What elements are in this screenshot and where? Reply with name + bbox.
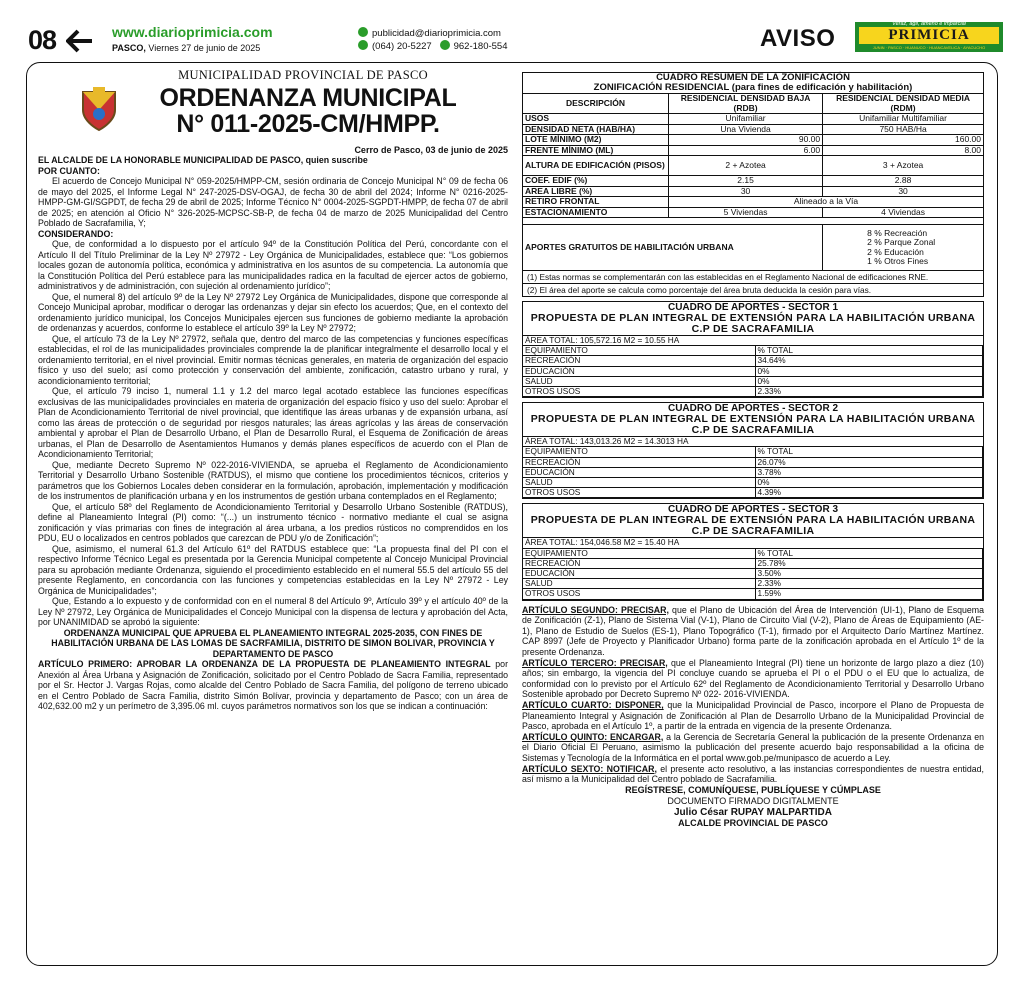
zoning-row-label: AREA LIBRE (%): [523, 186, 669, 197]
sector-row-label: OTROS USOS: [523, 589, 755, 599]
closing-formula: REGÍSTRESE, COMUNÍQUESE, PUBLÍQUESE Y CÚMPLASE: [625, 784, 881, 795]
contact-email[interactable]: publicidad@diarioprimicia.com: [372, 28, 501, 39]
sector-head-row: [523, 447, 983, 457]
sector-table: [522, 402, 984, 499]
zoning-row-label: DENSIDAD NETA (HAB/HA): [523, 124, 669, 135]
digital-signature-note: DOCUMENTO FIRMADO DIGITALMENTE: [667, 795, 839, 806]
sector-head-left: EQUIPAMIENTO: [523, 447, 755, 457]
sector-row-value: 0%: [755, 366, 983, 376]
article-primero-text: por Anexión al Área Urbana y Asignación de Zonificación, solicitado por el Centro Poblado de Sacra Familia, representado por el Sr. Hector J. Vargas Rojas, como alcalde del Centro Poblado de Sacra Familia, del polígono de terreno ubicado en el Centro Poblado de Sacra Familia, distrito Simón Bolívar, provincia y departamento de Pasco; con un área de 402,632.00 m2 y un perímetro de 3,395.06 ml. cuyos parámetros normativos son los que se indican a continuación:: [38, 659, 508, 711]
retiro-value: Alineado a la Vía: [669, 197, 984, 208]
zoning-col-rdm: RESIDENCIAL DENSIDAD MEDIA (RDM): [823, 94, 984, 114]
whatsapp-icon: [440, 40, 450, 50]
sector-row: [523, 579, 983, 589]
article-primero-label: ARTÍCULO PRIMERO: APROBAR LA ORDENANZA DE LA PROPUESTA DE PLANEAMIENTO INTEGRAL: [38, 659, 491, 669]
sector-head-right: % TOTAL: [755, 548, 983, 558]
signer-role: ALCALDE PROVINCIAL DE PASCO: [678, 817, 828, 828]
zoning-col-rdb: RESIDENCIAL DENSIDAD BAJA (RDB): [669, 94, 823, 114]
zoning-row: [523, 124, 984, 135]
zoning-row-rdb: 6.00: [669, 145, 823, 156]
aportes-label: APORTES GRATUITOS DE HABILITACIÓN URBANA: [523, 225, 823, 271]
sector-area: ÁREA TOTAL: 143,013.26 M2 = 14.3013 HA: [523, 437, 983, 447]
sector-head-right: % TOTAL: [755, 346, 983, 356]
contact-info: [358, 27, 508, 53]
sector-row: [523, 366, 983, 376]
aportes-item: 2 % Educación: [867, 246, 924, 257]
sector-aportes-table: [523, 537, 983, 599]
sector-row-value: 25.78%: [755, 558, 983, 568]
sector-title: CUADRO DE APORTES - SECTOR 3: [667, 504, 839, 516]
considerando-paragraph: Que, el artículo 58º del Reglamento de Acondicionamiento Territorial y Desarrollo Urbano Sostenible (RATDUS), define al Planeamiento Integral (PI) como: “(...) un instrumento técnico - normativo mediante el cual se asigna zonificación y vías primarias con fines de integración al área urbana, a los predios rústicos no comprendidos en los PDU, EU o localizados en centros poblados que carezcan de PDU y/o de Zonificación”;: [38, 501, 508, 543]
ordinance-intro: EL ALCALDE DE LA HONORABLE MUNICIPALIDAD DE PASCO, quien suscribe: [38, 155, 368, 165]
considerando-paragraph: Que, de conformidad a lo dispuesto por el artículo 94º de la Constitución Política del Perú, concordante con el Artículo II del Título Preliminar de la Ley Nº 27972 - Ley Orgánica de Municipalidades, establece que: “Los gobiernos locales gozan de autonomía política, económica y administrativa en los asuntos de su competencia. La autonomía que la Constitución Política del Perú establece para las municipalidades radica en la facultad de ejercer actos de gobierno, administrativos y de administración, con sujeción al ordenamiento jurídico”;: [38, 239, 508, 291]
sector-aportes-table: [523, 436, 983, 498]
sector-row-value: 2.33%: [755, 387, 983, 397]
articles-block: [522, 605, 984, 785]
tables-column: [522, 72, 984, 957]
retiro-label: RETIRO FRONTAL: [523, 197, 669, 208]
sector-row: [523, 478, 983, 488]
municipal-shield-icon: [79, 86, 119, 132]
article-text: que el Plano de Ubicación del Área de Intervención (UI-1), Plano de Esquema de Zonificación (Z-1), Plano de Sistema Vial (V-1), Plano de Circuito Vial (V-2), Plano de Áreas de Equipamiento (AE-1), Plano de Estudio de Suelos (ES-1), Plano Topográfico (T-1), firmado por el Arquitecto Darío Martínez Martínez. CAP 8997 (Jefe de Proyecto y Planificador Urbano) forma parte de la zonificación aprobada en el Artículo 1º de la presente Ordenanza.: [522, 604, 984, 658]
aportes-list: [823, 225, 984, 271]
email-icon: [358, 27, 368, 37]
phone-icon: [358, 40, 368, 50]
sector-row-label: OTROS USOS: [523, 387, 755, 397]
sector-row-label: SALUD: [523, 579, 755, 589]
zoning-row-rdb: Una Vivienda: [669, 124, 823, 135]
zoning-row-label: COEF. EDIF (%): [523, 176, 669, 187]
logo-tagline: Veraz, ágil, ameno e imparcial: [892, 21, 966, 27]
article-label: ARTÍCULO SEGUNDO: PRECISAR,: [522, 604, 669, 615]
article-label: ARTÍCULO TERCERO: PRECISAR,: [522, 657, 668, 668]
sector-row-value: 26.07%: [755, 457, 983, 467]
sector-row: [523, 589, 983, 599]
sector-head-row: [523, 346, 983, 356]
article-label: ARTÍCULO SEXTO: NOTIFICAR,: [522, 763, 657, 774]
sector-row: [523, 558, 983, 568]
considerando-heading: CONSIDERANDO:: [38, 228, 114, 239]
sector-title: CUADRO DE APORTES - SECTOR 1: [667, 302, 839, 313]
considerando-paragraph: Que, Estando a lo expuesto y de conformidad con en el numeral 8 del Artículo 9º, Artículo 39º y el artículo 40º de la Ley Nº 27972, Ley Orgánica de Municipalidades el Concejo Municipal con la dispensa de lectura y aprobación del Acta, por UNANIMIDAD se aprobó la siguiente:: [38, 596, 508, 627]
sector-row-value: 0%: [755, 478, 983, 488]
section-title: AVISO: [760, 25, 836, 52]
sector-row-value: 3.78%: [755, 467, 983, 477]
article-primero: [38, 659, 508, 712]
zoning-row-label: LOTE MÍNIMO (M2): [523, 135, 669, 146]
ordinance-column: [38, 70, 508, 955]
sector-row-value: 34.64%: [755, 356, 983, 366]
sector-subtitle: PROPUESTA DE PLAN INTEGRAL DE EXTENSIÓN PARA LA HABILITACIÓN URBANA C.P DE SACRAFAMILIA: [530, 514, 976, 538]
zoning-row: [523, 114, 984, 125]
estacionamiento-rdb: 5 Viviendas: [669, 207, 823, 218]
logo-name: PRIMICIA: [859, 27, 999, 44]
sector-subtitle: PROPUESTA DE PLAN INTEGRAL DE EXTENSIÓN PARA LA HABILITACIÓN URBANA C.P DE SACRAFAMILIA: [530, 312, 976, 335]
considerando-paragraph: Que, el artículo 79 inciso 1, numeral 1.1 y 1.2 del marco legal acotado establece las funciones específicas exclusivas de las municipalidades provinciales en materia de organización del espacio físico y uso del suelo: Aprobar el Plan de Acondicionamiento Territorial de nivel provincial, que identifique las áreas urbanas y de expansión urbana, así como las áreas de protección o de seguridad por riesgos naturales; las áreas agrícolas y las áreas de conservación ambiental y aprobar el Plan de Desarrollo Urbano, el Plan de Desarrollo Rural, el Esquema de Zonificación de áreas urbanas, el Plan de Desarrollo de Asentamientos Humanos y demás planes específicos de acuerdo con el Plan de Acondicionamiento Territorial;: [38, 386, 508, 459]
zoning-row-label: FRENTE MÍNIMO (ML): [523, 145, 669, 156]
sector-row-value: 4.39%: [755, 488, 983, 498]
sector-row-value: 1.59%: [755, 589, 983, 599]
municipality-name: MUNICIPALIDAD PROVINCIAL DE PASCO: [178, 68, 428, 82]
article-text: que el Planeamiento Integral (PI) tiene un horizonte de largo plazo a diez (10) años; sin embargo, la vigencia del PI concluye cuando se aprueba el PI o el PDU o el EU que lo actualiza, de conformidad con lo previsto por el Artículo 62º del Reglamento de Acondicionamiento Territorial y Desarrollo Urbano Sostenible aprobado por Decreto Supremo Nº 022- 2016-VIVIENDA.: [522, 657, 984, 700]
contact-whatsapp: 962-180-554: [453, 41, 508, 52]
sector-row-label: EDUCACIÓN: [523, 569, 755, 579]
sector-row-label: SALUD: [523, 376, 755, 386]
page-number: 08: [28, 25, 57, 55]
sector-row: [523, 356, 983, 366]
sector-aportes-table: [523, 335, 983, 397]
ordinance-title-line1: ORDENANZA MUNICIPAL: [159, 83, 457, 112]
article-text: a la Gerencia de Secretaría General la publicación de la presente Ordenanza en el Diario Oficial El Peruano, asimismo la publicación del presente acuerdo bajo responsabilidad a la oficina de Sistemas y Tecnología de la Informática en el portal www.gob.pe/munipasco de acuerdo a Ley.: [522, 731, 985, 763]
sector-row: [523, 387, 983, 397]
sector-row: [523, 376, 983, 386]
signer-name: Julio César RUPAY MALPARTIDA: [674, 806, 832, 818]
zoning-row-rdb: 2.15: [669, 176, 823, 187]
sector-table: [522, 301, 984, 398]
contact-phone: (064) 20-5227: [372, 41, 432, 52]
sector-row-value: 3.50%: [755, 569, 983, 579]
newspaper-logo: [855, 22, 1003, 52]
zoning-row-rdb: Unifamiliar: [669, 114, 823, 125]
article: [522, 764, 984, 785]
zoning-row-rdm: 750 HAB/Ha: [823, 124, 984, 135]
approved-ordinance-title: ORDENANZA MUNICIPAL QUE APRUEBA EL PLANEAMIENTO INTEGRAL 2025-2035, CON FINES DE HABILITACIÓN URBANA DE LAS LOMAS DE SACRFAMILIA, DISTRITO DE SIMON BOLIVAR, PROVINCIA Y DEPARTAMENTO DE PASCO: [51, 627, 495, 659]
estacionamiento-label: ESTACIONAMIENTO: [523, 207, 669, 218]
sector-row: [523, 457, 983, 467]
aportes-item: 2 % Parque Zonal: [867, 237, 936, 247]
considerando-paragraph: Que, el artículo 73 de la Ley Nº 27972, señala que, dentro del marco de las competencias y funciones específicas establecidas, el rol de las municipalidades provinciales comprende la de planificar integralmente el desarrollo local y el ordenamiento territorial, en el nivel provincial. Emitir normas técnicas generales, en materia de organización del espacio físico y uso del suelo; así como protección y conservación del ambiente, zonificación, catastro urbano y rural, y acondicionamiento territorial;: [38, 333, 508, 386]
zoning-note-2: (2) El área del aporte se calcula como porcentaje del área bruta deducida la cesión para vías.: [523, 284, 984, 297]
zoning-row-label: ALTURA DE EDIFICACIÓN (PISOS): [523, 156, 669, 176]
zoning-row-rdb: 30: [669, 186, 823, 197]
estacionamiento-rdm: 4 Viviendas: [823, 207, 984, 218]
sector-subtitle: PROPUESTA DE PLAN INTEGRAL DE EXTENSIÓN PARA LA HABILITACIÓN URBANA C.P DE SACRAFAMILIA: [530, 413, 976, 437]
aportes-item: 1 % Otros Fines: [867, 256, 929, 266]
sector-row-label: RECREACIÓN: [523, 356, 755, 366]
zoning-table-subtitle: ZONIFICACIÓN RESIDENCIAL (para fines de edificación y habilitación): [523, 83, 984, 94]
zoning-row-rdb: 90.00: [669, 135, 823, 146]
zoning-col-desc: DESCRIPCIÓN: [523, 94, 669, 114]
article: [522, 732, 984, 764]
zoning-table-title: CUADRO RESUMEN DE LA ZONIFICACIÓN: [523, 73, 984, 84]
zoning-row: [523, 176, 984, 187]
sector-head-left: EQUIPAMIENTO: [523, 548, 755, 558]
zoning-row-rdb: 2 + Azotea: [669, 156, 823, 176]
considerando-paragraph: Que, mediante Decreto Supremo Nº 022-2016-VIVIENDA, se aprueba el Reglamento de Acondicionamiento Territorial y Desarrollo Urbano Sostenible (RATDUS), el mismo que contiene los procedimientos técnicos, criterios y parámetros que los Gobiernos Locales deben considerar en la formulación, aprobación, implementación y modificación de los instrumentos de planificación urbana y en los instrumentos de gestión urbana contemplados en el Reglamento;: [38, 459, 508, 501]
zoning-rows: [523, 114, 984, 197]
sector-tables: [522, 301, 984, 601]
sector-row-label: OTROS USOS: [523, 488, 755, 498]
zoning-row-rdm: 160.00: [823, 135, 984, 146]
zoning-row-rdm: 8.00: [823, 145, 984, 156]
ordinance-title-line2: N° 011-2025-CM/HMPP.: [176, 109, 440, 138]
zoning-row-label: USOS: [523, 114, 669, 125]
sector-row-label: EDUCACIÓN: [523, 366, 755, 376]
considerando-paragraph: Que, asimismo, el numeral 61.3 del Artículo 61º del RATDUS establece que: “La propuesta final del PI con el respectivo Informe Técnico Legal es presentada por la Gerencia Municipal competente al Concejo Municipal Provincial para su aprobación mediante Ordenanza, siguiendo el procedimiento establecido en el numeral 55.5 del artículo 55 del presente Reglamento, en concordancia con las funciones y competencias establecidas en la Ley Nº 27972 - Ley Orgánica de Municipalidades”;: [38, 543, 508, 596]
ordinance-date: Cerro de Pasco, 03 de junio de 2025: [354, 144, 508, 155]
sector-row: [523, 488, 983, 498]
zoning-row-rdm: 2.88: [823, 176, 984, 187]
article-text: el presente acto resolutivo, a las instancias correspondientes de nuestra entidad, así mismo a la Municipalidad del Centro poblado de Sacrafamilia.: [522, 763, 984, 785]
zoning-row: [523, 186, 984, 197]
article: [522, 605, 984, 658]
article: [522, 658, 984, 700]
zoning-row: [523, 145, 984, 156]
edition-date: [112, 43, 260, 53]
article-text: que la Municipalidad Provincial de Pasco, incorpore el Plano de Propuesta de Planeamiento Integral y Asignación de Zonificación al Plan de Desarrollo Urbano de la Municipalidad Provincial de Pasco, aprobada en el Artículo 1º, a partir de la entrada en vigencia de la presente Ordenanza.: [522, 700, 984, 732]
zoning-row: [523, 135, 984, 146]
sector-row-value: 0%: [755, 376, 983, 386]
sector-head-row: [523, 548, 983, 558]
sector-area: ÁREA TOTAL: 154,046.58 M2 = 15.40 HA: [523, 538, 983, 548]
edition-city: PASCO,: [112, 43, 146, 53]
sector-area: ÁREA TOTAL: 105,572.16 M2 = 10.55 HA: [523, 336, 983, 346]
zoning-row-rdm: 3 + Azotea: [823, 156, 984, 176]
sector-row-label: EDUCACIÓN: [523, 467, 755, 477]
website-link[interactable]: www.diarioprimicia.com: [112, 24, 273, 40]
zoning-row-rdm: 30: [823, 186, 984, 197]
sector-table: [522, 503, 984, 600]
sector-head-left: EQUIPAMIENTO: [523, 346, 755, 356]
sector-head-right: % TOTAL: [755, 447, 983, 457]
considerando-paragraph: Que, el numeral 8) del artículo 9º de la Ley Nº 27972 Ley Orgánica de Municipalidades, dispone que corresponde al Concejo Municipal aprobar, modificar o derogar las ordenanzas y dejar sin efecto los acuerdos; Que, en el contexto del ordenamiento jurídico municipal, los Concejos Municipales ejercen sus funciones de gobierno mediante la aprobación de ordenanzas y acuerdos, conforme lo establece el artículo 39º la Ley Nº 27972;: [38, 291, 508, 333]
sector-row: [523, 467, 983, 477]
aportes-item: 8 % Recreación: [867, 227, 928, 238]
article: [522, 700, 984, 732]
zoning-row-rdm: Unifamiliar Multifamiliar: [823, 114, 984, 125]
page-header: [0, 0, 1024, 58]
sector-title: CUADRO DE APORTES - SECTOR 2: [667, 403, 839, 415]
sector-row-label: SALUD: [523, 478, 755, 488]
por-cuanto-heading: POR CUANTO:: [38, 165, 100, 176]
edition-day: Viernes 27 de junio de 2025: [148, 43, 261, 53]
ordinance-title: [108, 85, 508, 137]
por-cuanto-text: El acuerdo de Concejo Municipal N° 059-2025/HMPP-CM, sesión ordinaria de Concejo Municipal N° 09 de fecha 06 de mayo del 2025, el Informe Legal N° 247-2025-DSV-OGAJ, de fecha 30 de abril del 2024; Informe N° 0216-2025-HMPP-GM-GI/SGPDT, de fecha 29 de abril de 2025; Informe Técnico N° 0004-2025-SGPDT-HMPP, de fecha 07 de abril de 2025; en atención al Oficio N° 326-2025-MCPSC-SB-P, de fecha 04 de marzo de 2025 Municipalidad del Centro Poblado de Sacrafamilia, Y;: [38, 176, 508, 228]
sector-row-label: RECREACIÓN: [523, 457, 755, 467]
logo-regions: JUNIN · PASCO · HUANUCO · HUANCAVELICA · AYACUCHO: [872, 45, 986, 50]
arrow-left-icon: [66, 29, 94, 53]
sector-row-label: RECREACIÓN: [523, 558, 755, 568]
article-label: ARTÍCULO CUARTO: DISPONER,: [522, 700, 664, 710]
signature-block: [522, 785, 984, 829]
zoning-summary-table: [522, 72, 984, 297]
sector-row: [523, 569, 983, 579]
zoning-note-1: (1) Estas normas se complementarán con las establecidas en el Reglamento Nacional de edificaciones RNE.: [523, 271, 984, 284]
zoning-row: [523, 156, 984, 176]
sector-row-value: 2.33%: [755, 579, 983, 589]
article-label: ARTÍCULO QUINTO: ENCARGAR,: [522, 731, 664, 742]
